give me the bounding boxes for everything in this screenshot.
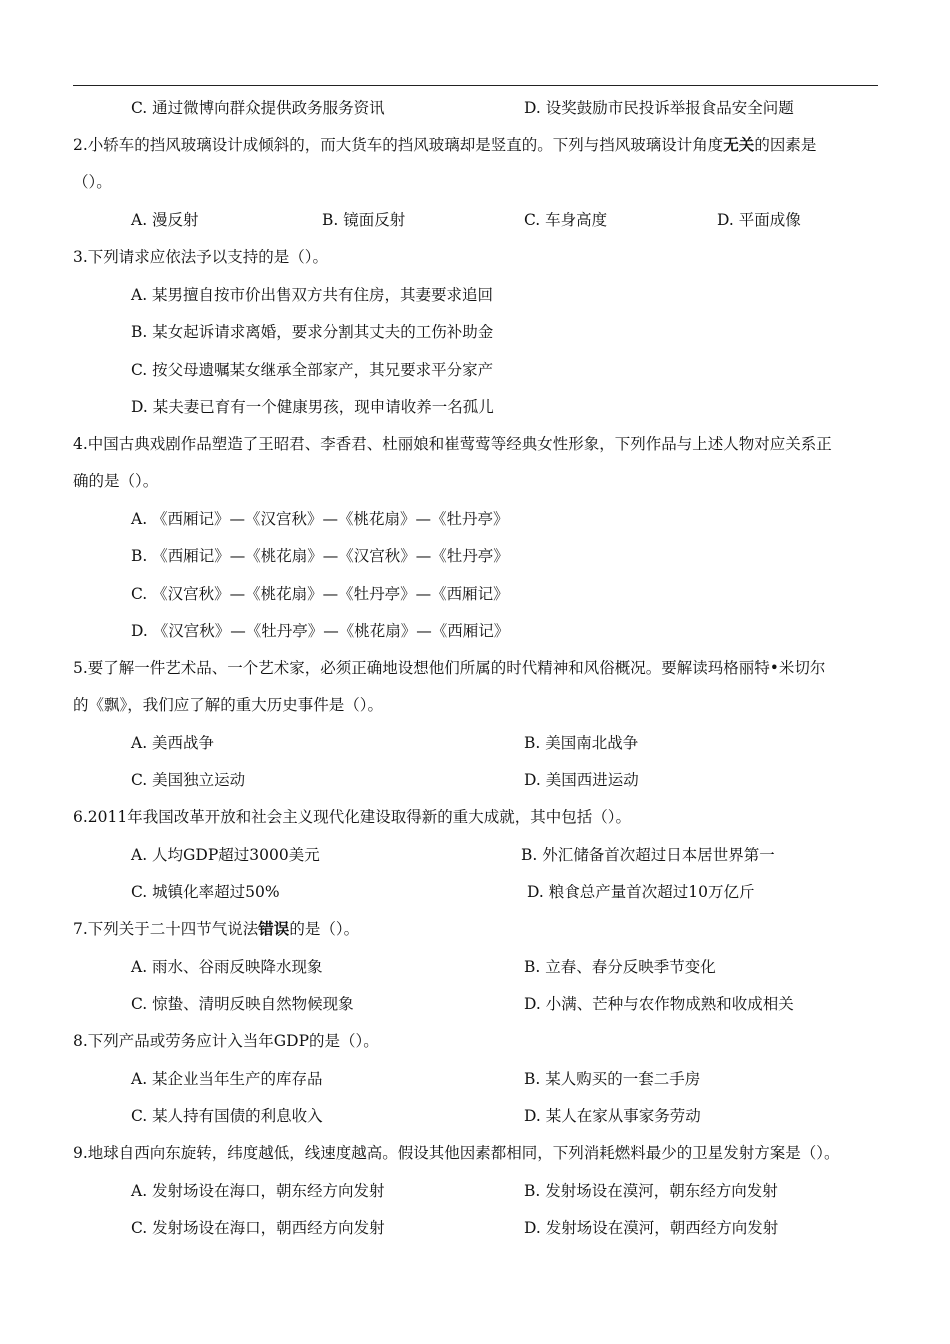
q7-option-c: C. 惊蛰、清明反映自然物候现象 xyxy=(131,995,354,1013)
q8-option-b: B. 某人购买的一套二手房 xyxy=(524,1070,701,1088)
q9-stem: 9.地球自西向东旋转，纬度越低，线速度越高。假设其他因素都相同，下列消耗燃料最少的卫星发射方案是（）。 xyxy=(73,1144,840,1162)
q7-stem-pre: 7.下列关于二十四节气说法 xyxy=(73,920,259,938)
q6-option-a: A. 人均GDP超过3000美元 xyxy=(131,846,320,864)
q2-option-c: C. 车身高度 xyxy=(524,211,608,229)
q6-stem: 6.2011年我国改革开放和社会主义现代化建设取得新的重大成就，其中包括（）。 xyxy=(73,808,631,826)
q4-stem-line2: 确的是（）。 xyxy=(73,472,159,490)
q2-option-b: B. 镜面反射 xyxy=(322,211,406,229)
q3-option-b: B. 某女起诉请求离婚，要求分割其丈夫的工伤补助金 xyxy=(131,323,494,341)
q8-stem: 8.下列产品或劳务应计入当年GDP的是（）。 xyxy=(73,1032,379,1050)
q6-option-b: B. 外汇储备首次超过日本居世界第一 xyxy=(521,846,775,864)
q8-option-a: A. 某企业当年生产的库存品 xyxy=(131,1070,323,1088)
q5-stem-line1: 5.要了解一件艺术品、一个艺术家，必须正确地设想他们所属的时代精神和风俗概况。要解读玛格丽特•米切尔 xyxy=(73,659,826,677)
q3-stem: 3.下列请求应依法予以支持的是（）。 xyxy=(73,248,329,266)
q5-option-d: D. 美国西进运动 xyxy=(524,771,639,789)
q7-stem xyxy=(73,919,359,939)
q4-stem-line1: 4.中国古典戏剧作品塑造了王昭君、李香君、杜丽娘和崔莺莺等经典女性形象，下列作品与上述人物对应关系正 xyxy=(73,435,832,453)
q3-option-d: D. 某夫妻已育有一个健康男孩，现申请收养一名孤儿 xyxy=(131,398,494,416)
header-rule xyxy=(73,85,878,86)
q8-option-d: D. 某人在家从事家务劳动 xyxy=(524,1107,701,1125)
q2-stem-pre: 2.小轿车的挡风玻璃设计成倾斜的，而大货车的挡风玻璃却是竖直的。下列与挡风玻璃设计角度 xyxy=(73,136,724,154)
q5-option-c: C. 美国独立运动 xyxy=(131,771,246,789)
q2-stem-post: 的因素是 xyxy=(754,136,817,154)
q9-option-c: C. 发射场设在海口，朝西经方向发射 xyxy=(131,1219,385,1237)
q4-option-d: D. 《汉宫秋》—《牡丹亭》—《桃花扇》—《西厢记》 xyxy=(131,622,510,640)
q7-option-a: A. 雨水、谷雨反映降水现象 xyxy=(131,958,323,976)
q9-option-a: A. 发射场设在海口，朝东经方向发射 xyxy=(131,1182,385,1200)
q9-option-d: D. 发射场设在漠河，朝西经方向发射 xyxy=(524,1219,779,1237)
q3-option-a: A. 某男擅自按市价出售双方共有住房，其妻要求追回 xyxy=(131,286,494,304)
q5-option-b: B. 美国南北战争 xyxy=(524,734,639,752)
q2-option-d: D. 平面成像 xyxy=(717,211,801,229)
q4-option-a: A. 《西厢记》—《汉宫秋》—《桃花扇》—《牡丹亭》 xyxy=(131,510,509,528)
q6-option-d: D. 粮食总产量首次超过10万亿斤 xyxy=(527,883,755,901)
q7-option-d: D. 小满、芒种与农作物成熟和收成相关 xyxy=(524,995,794,1013)
q2-option-a: A. 漫反射 xyxy=(131,211,199,229)
q2-stem-bold: 无关 xyxy=(723,135,755,154)
q4-option-c: C. 《汉宫秋》—《桃花扇》—《牡丹亭》—《西厢记》 xyxy=(131,585,509,603)
q7-stem-bold: 错误 xyxy=(258,919,290,938)
q9-option-b: B. 发射场设在漠河，朝东经方向发射 xyxy=(524,1182,778,1200)
q8-option-c: C. 某人持有国债的利息收入 xyxy=(131,1107,323,1125)
q2-stem-line2: （）。 xyxy=(73,173,112,191)
q1-option-c: C. 通过微博向群众提供政务服务资讯 xyxy=(131,99,385,117)
q1-option-d: D. 设奖鼓励市民投诉举报食品安全问题 xyxy=(524,99,794,117)
q2-stem-line1 xyxy=(73,135,816,155)
q7-option-b: B. 立春、春分反映季节变化 xyxy=(524,958,716,976)
q6-option-c: C. 城镇化率超过50% xyxy=(131,883,280,901)
q5-option-a: A. 美西战争 xyxy=(131,734,215,752)
q4-option-b: B. 《西厢记》—《桃花扇》—《汉宫秋》—《牡丹亭》 xyxy=(131,547,509,565)
q3-option-c: C. 按父母遗嘱某女继承全部家产，其兄要求平分家产 xyxy=(131,361,494,379)
q5-stem-line2: 的《飘》，我们应了解的重大历史事件是（）。 xyxy=(73,696,384,714)
q7-stem-post: 的是（）。 xyxy=(289,920,360,938)
